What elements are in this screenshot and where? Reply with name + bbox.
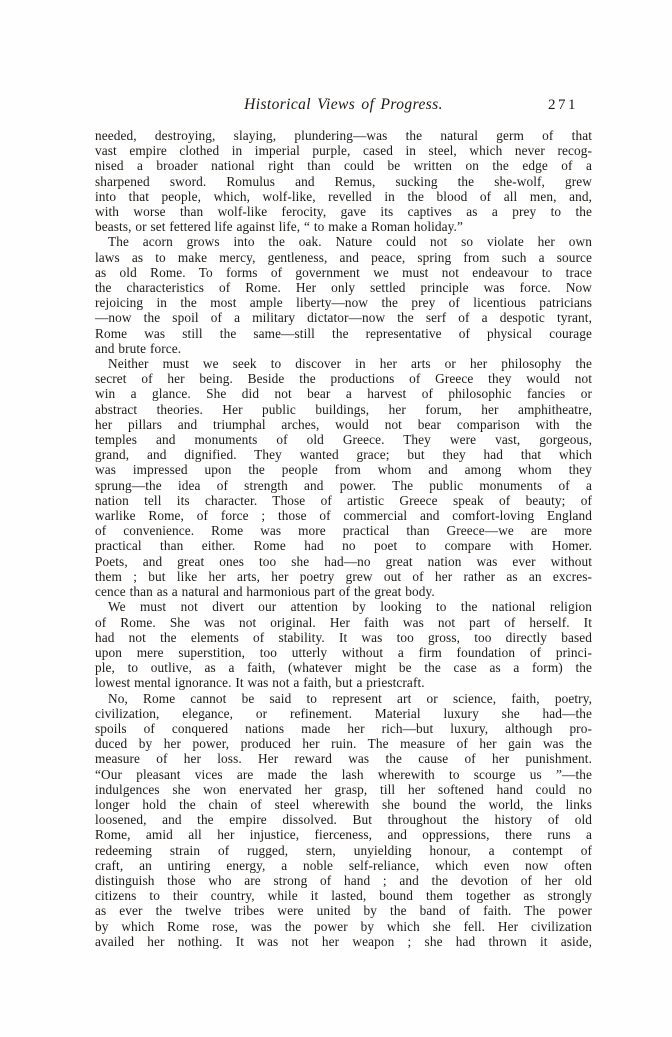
page-title: Historical Views of Progress.	[244, 96, 443, 113]
text-line: —now the spoil of a military dictator—now the serf of a despotic tyrant,	[95, 310, 592, 326]
text-line: win a glance. She did not bear a harvest of philosophic fancies or	[95, 386, 592, 402]
text-line: lowest mental ignorance. It was not a faith, but a priestcraft.	[95, 675, 425, 691]
text-line: rejoicing in the most ample liberty—now the prey of licentious patricians	[95, 295, 592, 311]
text-line: We must not divert our attention by looking to the national religion	[108, 599, 592, 615]
text-line: sprung—the idea of strength and power. The public monuments of a	[95, 477, 592, 493]
text-line: No, Rome cannot be said to represent art or science, faith, poetry,	[108, 690, 592, 706]
text-line: as ever the twelve tribes were united by the band of faith. The power	[95, 903, 592, 919]
text-line: the characteristics of Rome. Her only settled principle was force. Now	[95, 280, 592, 296]
text-line: upon mere superstition, too utterly without a firm foundation of princi-	[95, 644, 592, 660]
text-line: by which Rome rose, was the power by which she fell. Her civilization	[95, 918, 592, 934]
text-line: loosened, and the empire dissolved. But throughout the history of old	[95, 812, 592, 828]
text-line: civilization, elegance, or refinement. Material luxury she had—the	[95, 705, 592, 721]
text-line: nised a broader national right than could be written on the edge of a	[95, 158, 592, 174]
text-line: temples and monuments of old Greece. They were vast, gorgeous,	[95, 432, 592, 448]
text-line: cence than as a natural and harmonious part of the great body.	[95, 584, 435, 600]
paragraph	[95, 234, 592, 356]
text-line: into that people, which, wolf-like, revelled in the blood of all men, and,	[95, 188, 592, 204]
text-line: ple, to outlive, as a faith, (whatever might be the case as a form) the	[95, 660, 592, 676]
text-line: indulgences she won enervated her grasp, till her softened hand could no	[95, 781, 592, 797]
text-line: Neither must we seek to discover in her arts or her philosophy the	[108, 356, 592, 372]
page-text	[95, 128, 592, 949]
text-line: had not the elements of stability. It was too gross, too directly based	[95, 629, 592, 645]
text-line: nation tell its character. Those of artistic Greece speak of beauty; of	[95, 492, 592, 508]
text-line: beasts, or set fettered life against life, “ to make a Roman holiday.”	[95, 219, 463, 235]
text-line: distinguish those who are strong of hand ; and the devotion of her old	[95, 872, 592, 888]
text-line: grand, and dignified. They wanted grace; but they had that which	[95, 447, 592, 463]
text-line: of convenience. Rome was more practical than Greece—we are more	[95, 523, 592, 539]
text-line: as old Rome. To forms of government we must not endeavour to trace	[95, 264, 592, 280]
text-line: of Rome. She was not original. Her faith was not part of herself. It	[95, 614, 592, 630]
paragraph	[95, 356, 592, 599]
text-line: longer hold the chain of steel wherewith she bound the world, the links	[95, 796, 592, 812]
text-line: practical than either. Rome had no poet to compare with Homer.	[95, 538, 592, 554]
text-line: Poets, and great ones too she had—no great nation was ever without	[95, 553, 592, 569]
text-line: availed her nothing. It was not her weapon ; she had thrown it aside,	[95, 933, 592, 949]
text-line: redeeming strain of rugged, stern, unyielding honour, a contempt of	[95, 842, 592, 858]
text-line: abstract theories. Her public buildings, her forum, her amphitheatre,	[95, 401, 592, 417]
paragraph	[95, 691, 592, 949]
text-line: was impressed upon the people from whom and among whom they	[95, 462, 592, 478]
text-line: citizens to their country, while it lasted, bound them together as strongly	[95, 888, 592, 904]
text-line: laws as to make mercy, gentleness, and peace, spring from such a source	[95, 249, 592, 265]
running-header	[95, 96, 592, 118]
text-line: spoils of conquered nations made her rich—but luxury, although pro-	[95, 720, 592, 736]
paragraph	[95, 599, 592, 690]
text-line: craft, an untiring energy, a noble self-reliance, which even now often	[95, 857, 592, 873]
text-line: The acorn grows into the oak. Nature could not so violate her own	[108, 234, 592, 250]
text-line: Rome, amid all her injustice, fierceness, and oppressions, there runs a	[95, 827, 592, 843]
page-number: 271	[548, 97, 578, 113]
text-line: her pillars and triumphal arches, would not bear comparison with the	[95, 416, 592, 432]
paragraph	[95, 128, 592, 234]
text-line: duced by her power, produced her ruin. The measure of her gain was the	[95, 736, 592, 752]
text-line: with worse than wolf-like ferocity, gave its captives as a prey to the	[95, 204, 592, 220]
text-line: measure of her loss. Her reward was the cause of her punishment.	[95, 751, 592, 767]
text-line: Rome was still the same—still the representative of physical courage	[95, 325, 592, 341]
text-line: and brute force.	[95, 340, 182, 356]
text-line: them ; but like her arts, her poetry grew out of her rather as an excres-	[95, 568, 592, 584]
text-line: needed, destroying, slaying, plundering—was the natural germ of that	[95, 128, 592, 143]
text-line: secret of her being. Beside the productions of Greece they would not	[95, 371, 592, 387]
text-line: “Our pleasant vices are made the lash wherewith to scourge us ”—the	[95, 766, 592, 782]
text-line: warlike Rome, of force ; those of commercial and comfort-loving England	[95, 508, 592, 524]
text-line: sharpened sword. Romulus and Remus, sucking the she-wolf, grew	[95, 173, 592, 189]
text-line: vast empire clothed in imperial purple, cased in steel, which never recog-	[95, 143, 592, 159]
